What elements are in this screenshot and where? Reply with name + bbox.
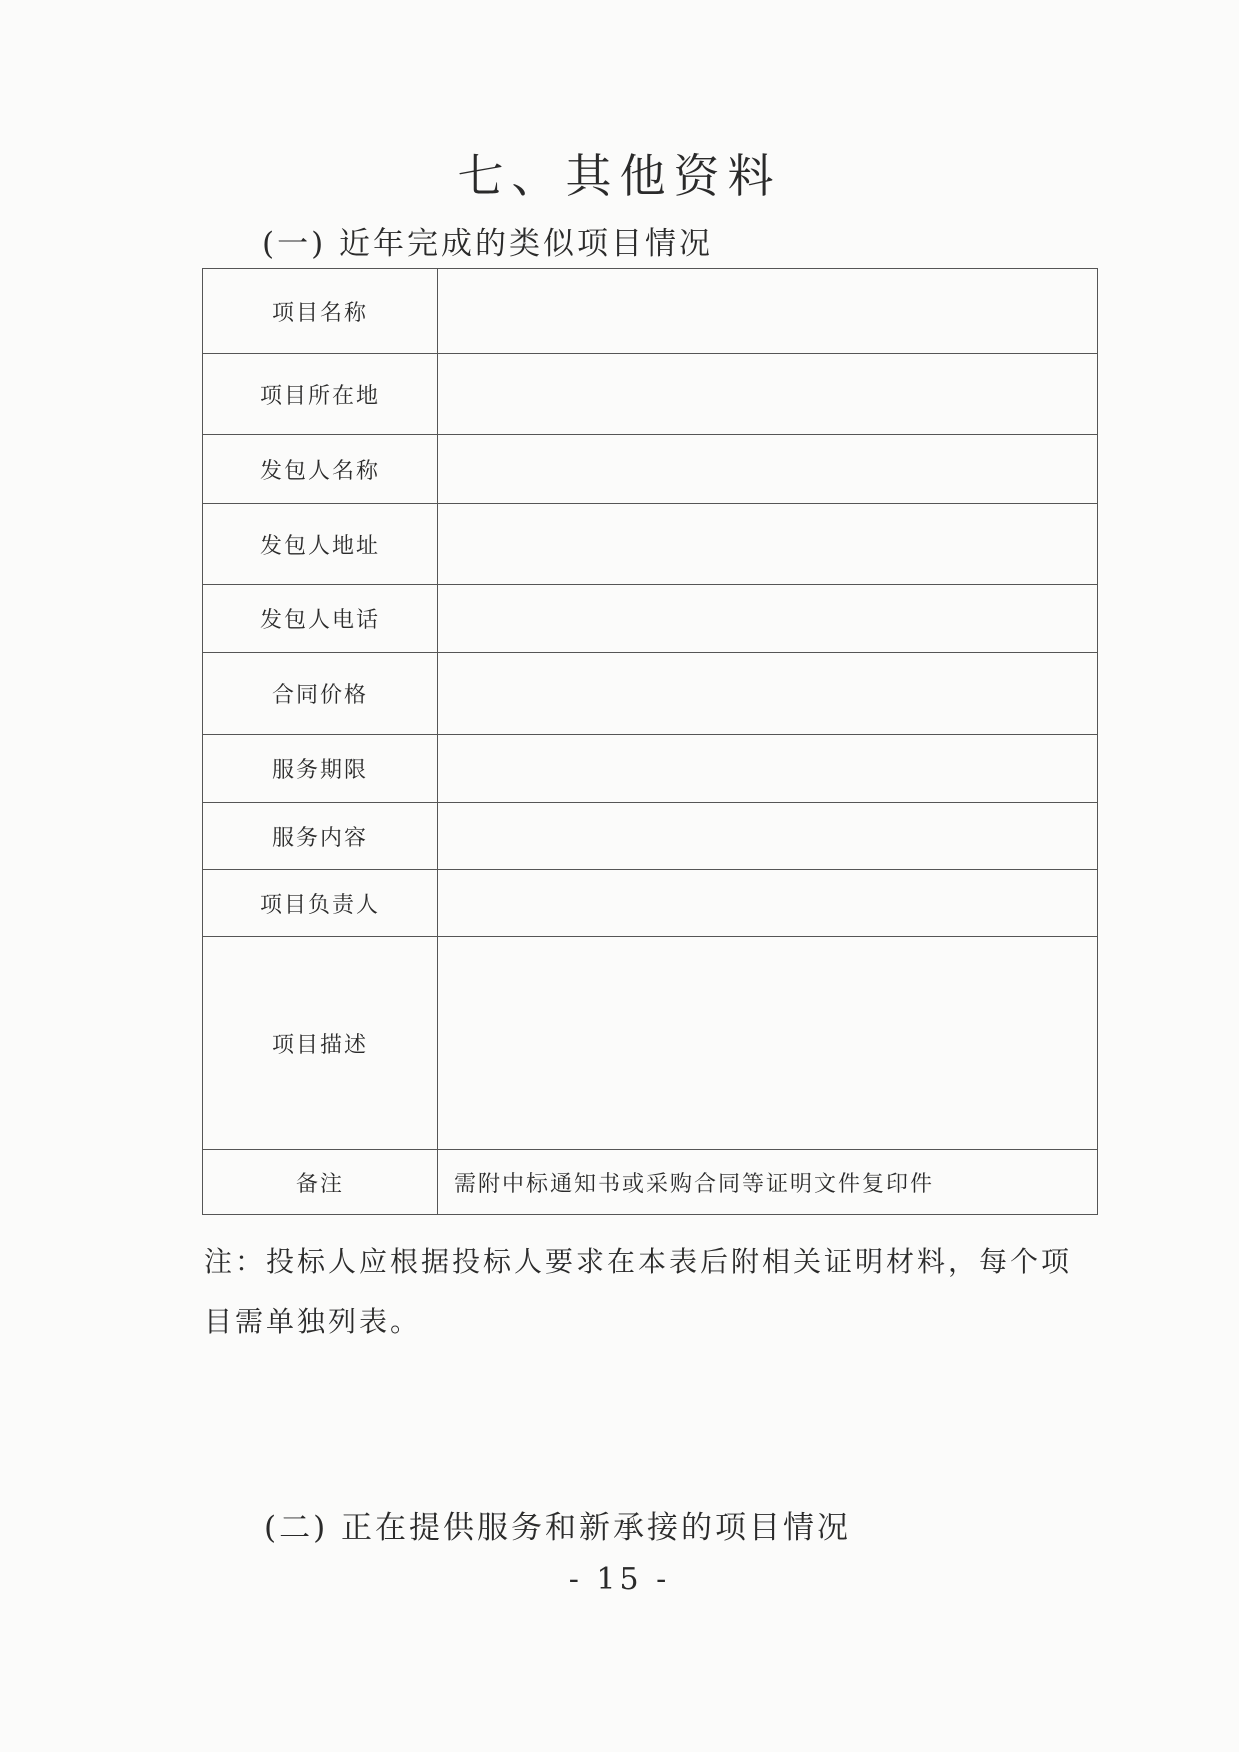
row-value bbox=[438, 937, 1098, 1150]
table-row bbox=[203, 937, 1098, 1150]
row-label: 发包人电话 bbox=[203, 585, 438, 653]
table-row bbox=[203, 354, 1098, 435]
page-number: - 15 - bbox=[568, 1562, 671, 1597]
row-label: 项目名称 bbox=[203, 269, 438, 354]
row-value bbox=[438, 735, 1098, 803]
row-value bbox=[438, 435, 1098, 504]
row-value bbox=[438, 585, 1098, 653]
row-value bbox=[438, 354, 1098, 435]
table-row bbox=[203, 585, 1098, 653]
table-row bbox=[203, 870, 1098, 937]
section-heading-1: (一) 近年完成的类似项目情况 bbox=[262, 226, 714, 262]
table-row bbox=[203, 803, 1098, 870]
page-title: 七、其他资料 bbox=[457, 149, 782, 203]
row-value bbox=[438, 870, 1098, 937]
table-note: 注：投标人应根据投标人要求在本表后附相关证明材料，每个项目需单独列表。 bbox=[204, 1245, 1073, 1338]
row-label: 项目所在地 bbox=[203, 354, 438, 435]
row-value: 需附中标通知书或采购合同等证明文件复印件 bbox=[438, 1150, 1098, 1215]
table-row bbox=[203, 735, 1098, 803]
row-label: 发包人地址 bbox=[203, 504, 438, 585]
section-heading-2: (二) 正在提供服务和新承接的项目情况 bbox=[264, 1510, 852, 1546]
row-label: 项目负责人 bbox=[203, 870, 438, 937]
row-label: 项目描述 bbox=[203, 937, 438, 1150]
row-label: 发包人名称 bbox=[203, 435, 438, 504]
row-label: 服务内容 bbox=[203, 803, 438, 870]
project-info-table bbox=[202, 268, 1098, 1215]
row-label: 合同价格 bbox=[203, 653, 438, 735]
table-row bbox=[203, 435, 1098, 504]
table-row bbox=[203, 653, 1098, 735]
row-value bbox=[438, 269, 1098, 354]
row-value bbox=[438, 803, 1098, 870]
row-label: 服务期限 bbox=[203, 735, 438, 803]
row-label: 备注 bbox=[203, 1150, 438, 1215]
table-row bbox=[203, 504, 1098, 585]
row-value bbox=[438, 653, 1098, 735]
row-value bbox=[438, 504, 1098, 585]
table-row bbox=[203, 269, 1098, 354]
table-row bbox=[203, 1150, 1098, 1215]
